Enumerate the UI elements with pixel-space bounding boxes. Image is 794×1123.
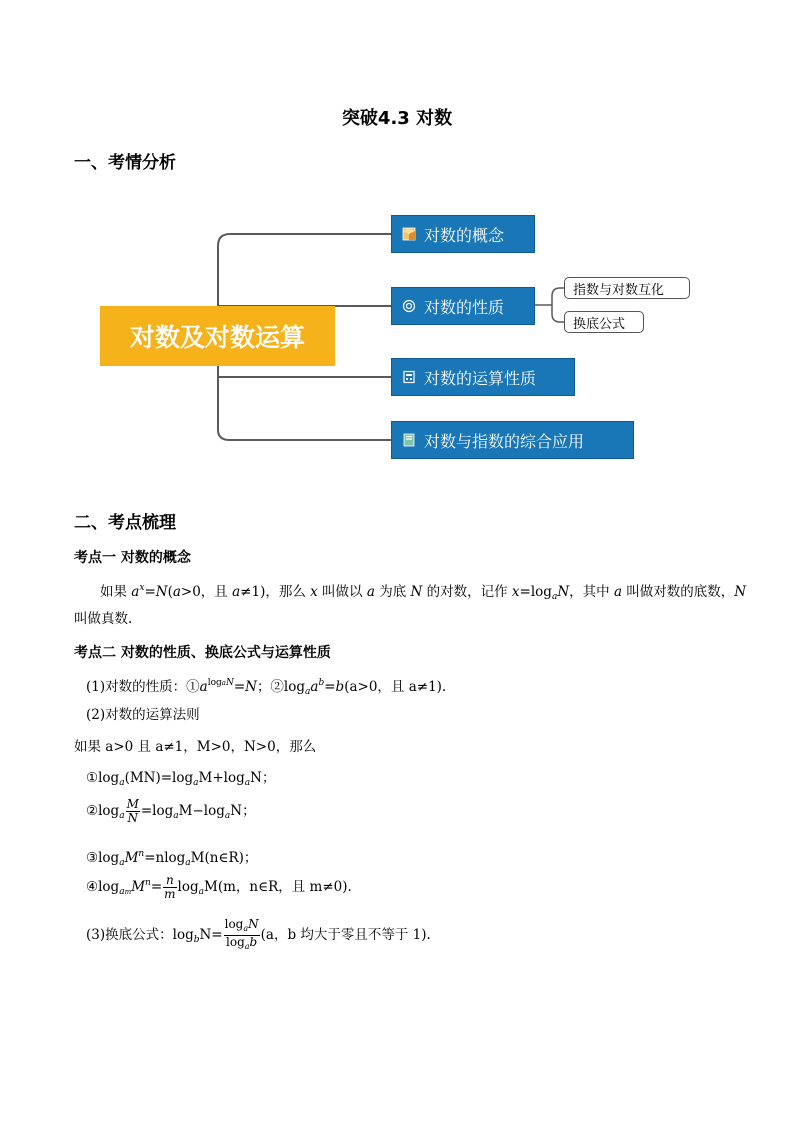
- mindmap-central-topic: 对数及对数运算: [100, 306, 335, 366]
- kd2-heading: 考点二 对数的性质、换底公式与运算性质: [74, 645, 331, 661]
- kd1-heading: 考点一 对数的概念: [74, 550, 191, 566]
- mindmap-node-application: [391, 421, 634, 459]
- connector-concept: [218, 234, 391, 306]
- mindmap-leaf-base-change: 换底公式: [564, 311, 644, 333]
- kd2-rule-power: $③\log_aM^n=nlog_aM(n\in R)$；: [86, 849, 258, 868]
- mindmap-node-property: [391, 287, 535, 325]
- kd1-definition-line2: 叫做真数.: [74, 611, 133, 627]
- cube-icon: [402, 227, 416, 241]
- connector-operation: [218, 366, 391, 377]
- kd1-definition-line1: 如果 $a^x=N(a>0$，且 a≠1)，那么 x 叫做以 a 为底 N 的对数，记作 $x=\log_aN$，其中 a 叫做对数的底数，N: [100, 583, 747, 602]
- kd2-rules-heading: (2)对数的运算法则: [86, 707, 200, 723]
- kd2-rule-product: $①\log_a(MN)=\log_aM+\log_aN$；: [86, 770, 276, 788]
- page-title: 突破4.3 对数: [341, 108, 453, 129]
- mindmap-node-concept: [391, 215, 535, 253]
- calculator-icon: [402, 370, 416, 384]
- book-icon: [402, 433, 416, 447]
- kd2-rule-quotient: $②\log_a$ $\frac{M}{N}$ $=\log_aM-\log_aN$；: [86, 797, 256, 825]
- mindmap-node-label: 对数的性质: [424, 297, 505, 317]
- kd2-rule-root: $④\log_{am}M^n=$ $\frac{n}{m}$ $\log_aM(m$，n∈R，且 m≠0).: [86, 873, 352, 901]
- mindmap-node-operation: [391, 358, 575, 396]
- connector-leaf-2: [552, 305, 564, 322]
- mindmap-node-label: 对数的运算性质: [424, 368, 537, 388]
- mindmap-node-label: 对数与指数的综合应用: [424, 431, 585, 451]
- section-heading-review: 二、考点梳理: [74, 513, 176, 533]
- mindmap-node-label: 对数的概念: [424, 225, 505, 245]
- target-icon: [402, 299, 416, 313]
- kd2-condition: 如果 a>0 且 a≠1，M>0，N>0，那么: [74, 739, 317, 755]
- connector-leaf-1: [552, 288, 564, 305]
- section-heading-analysis: 一、考情分析: [74, 153, 176, 173]
- mindmap-leaf-exchange: 指数与对数互化: [564, 277, 690, 299]
- kd2-property-line: (1)对数的性质：$①a^{logaN}=N$；$②\log_aa^b=b(a>0$，且 a≠1).: [86, 678, 447, 697]
- kd2-change-of-base: (3)换底公式：$\log_bN=$ $\frac{\log_aN}{\log_ab}$ (a，b 均大于零且不等于 1).: [86, 917, 431, 951]
